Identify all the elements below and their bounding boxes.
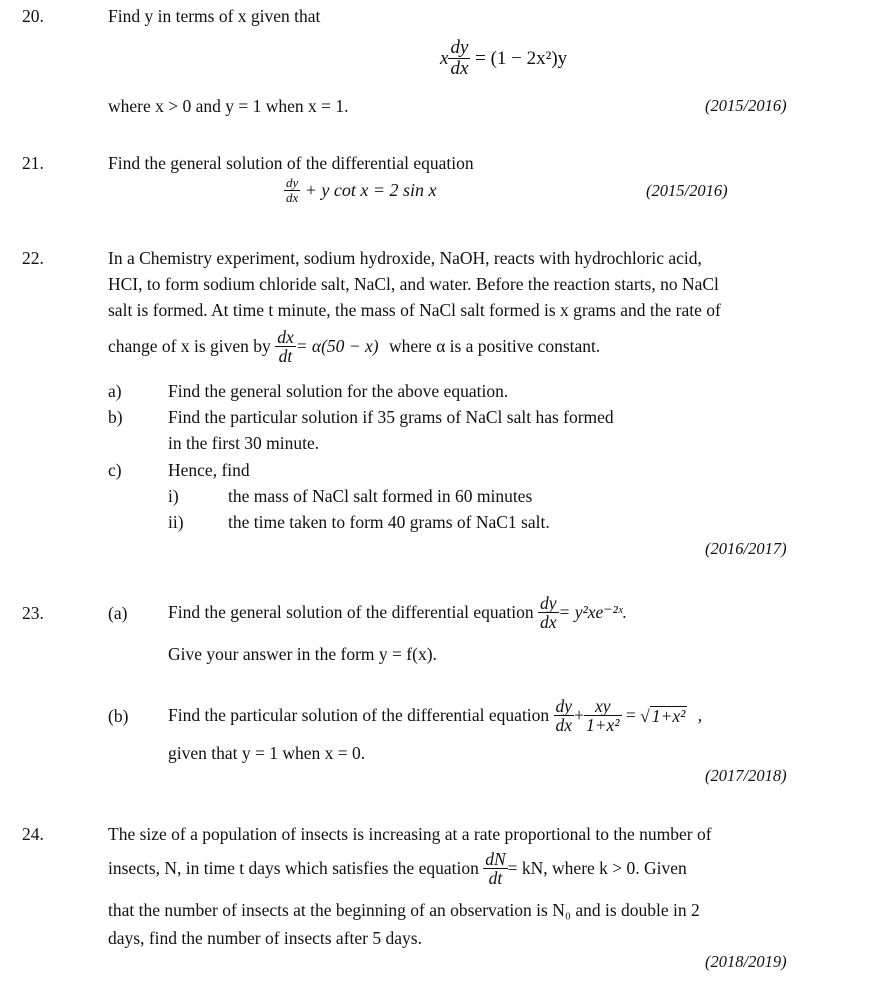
q23-b-eq-denominator1: dx (555, 715, 573, 736)
q24-line2 (108, 850, 687, 888)
q23-a-text: Find the general solution of the differential equation (168, 602, 534, 623)
q24-line4: days, find the number of insects after 5 days. (108, 928, 422, 948)
q20-eq-fraction (448, 38, 470, 79)
q22-line4-post: where α is a positive constant. (388, 336, 601, 357)
q22-line4-pre: change of x is given by (108, 336, 271, 357)
q23-b-sqrt: √ 1+x² (640, 706, 686, 727)
q23-year: (2017/2018) (705, 766, 787, 785)
q23-a-eq-numerator: dy (540, 593, 557, 613)
q22-eq-fraction (275, 328, 296, 366)
q24-line2-pre: insects, N, in time t days which satisfies the equation (108, 858, 479, 879)
q22-cii-label: ii) (168, 512, 184, 532)
q23-b-eq-numerator2: xy (584, 697, 622, 716)
q24-line1: The size of a population of insects is increasing at a rate proportional to the number of (108, 824, 712, 844)
q22-line1: In a Chemistry experiment, sodium hydroxide, NaOH, reacts with hydrochloric acid, (108, 248, 702, 268)
q22-a-label: a) (108, 381, 122, 401)
q21-prompt: Find the general solution of the differential equation (108, 153, 474, 173)
q23-a-label: (a) (108, 603, 128, 623)
q22-b-label: b) (108, 407, 123, 427)
q22-b-text2: in the first 30 minute. (168, 433, 320, 453)
q24-eq-fraction (483, 850, 507, 888)
q22-number: 22. (22, 248, 44, 268)
q22-eq-numerator: dx (277, 327, 294, 347)
q23-b-eq-fraction1 (554, 697, 575, 735)
q23-b-line (168, 697, 702, 735)
q22-a-text: Find the general solution for the above equation. (168, 381, 509, 401)
q22-eq-denominator: dt (278, 346, 293, 367)
q20-equation (440, 38, 567, 79)
q21-number: 21. (22, 153, 44, 173)
q22-c-text: Hence, find (168, 460, 250, 480)
q20-number: 20. (22, 6, 44, 26)
q22-eq-rhs: = α(50 − x) (295, 336, 379, 357)
q21-eq-denominator: dx (286, 189, 299, 205)
q22-c-label: c) (108, 460, 122, 480)
q23-b-eq-fraction2 (584, 697, 622, 735)
q24-eq-denominator: dt (488, 868, 503, 889)
q23-b-label: (b) (108, 706, 129, 726)
q21-eq-fraction (284, 176, 300, 204)
q20-eq-rhs: = (1 − 2x²)y (475, 47, 568, 69)
q22-line3: salt is formed. At time t minute, the mass of NaCl salt formed is x grams and the rate of (108, 300, 721, 320)
q23-a-line (168, 594, 627, 632)
q24-eq-numerator: dN (485, 849, 506, 869)
q23-b-eq-denominator2: 1+x² (585, 715, 620, 736)
q23-a-form: Give your answer in the form y = f(x). (168, 644, 437, 664)
q24-eq-rhs: = kN, where k > 0. Given (507, 858, 687, 879)
q22-ci-label: i) (168, 486, 179, 506)
q22-line4 (108, 328, 600, 366)
q20-eq-denominator: dx (450, 57, 469, 79)
q23-a-eq-rhs: = y²xe⁻²ˣ. (558, 602, 628, 623)
q23-b-comma: , (697, 705, 703, 726)
q22-b-text1: Find the particular solution if 35 grams of NaCl salt has formed (168, 407, 614, 427)
q23-b-plus: + (574, 705, 584, 726)
q21-equation (284, 176, 437, 204)
q24-year: (2018/2019) (705, 952, 787, 971)
q20-eq-numerator: dy (450, 37, 469, 58)
q23-b-sqrt-radicand: 1+x² (651, 706, 686, 727)
q21-year: (2015/2016) (646, 181, 728, 200)
q23-b-given: given that y = 1 when x = 0. (168, 743, 366, 763)
q22-ci-text: the mass of NaCl salt formed in 60 minutes (228, 486, 533, 506)
q23-b-eq-numerator1: dy (555, 696, 573, 716)
q21-eq-numerator: dy (286, 175, 299, 190)
q23-a-eq-denominator: dx (540, 612, 557, 633)
q20-prompt: Find y in terms of x given that (108, 6, 321, 26)
q22-year: (2016/2017) (705, 539, 787, 558)
q23-b-text: Find the particular solution of the differential equation (168, 705, 550, 726)
q23-b-equals: = (625, 705, 636, 726)
q22-line2: HCI, to form sodium chloride salt, NaCl, and water. Before the reaction starts, no NaCl (108, 274, 719, 294)
q23-a-eq-fraction (538, 594, 559, 632)
q24-number: 24. (22, 824, 44, 844)
q22-cii-text: the time taken to form 40 grams of NaC1 salt. (228, 512, 550, 532)
q20-condition: where x > 0 and y = 1 when x = 1. (108, 96, 349, 116)
q23-number: 23. (22, 603, 44, 623)
q21-eq-rest: + y cot x = 2 sin x (304, 180, 437, 201)
q20-eq-x: x (440, 47, 449, 69)
q20-year: (2015/2016) (705, 96, 787, 115)
q24-line3: that the number of insects at the beginning of an observation is N₀ and is double in 2 (108, 900, 700, 920)
